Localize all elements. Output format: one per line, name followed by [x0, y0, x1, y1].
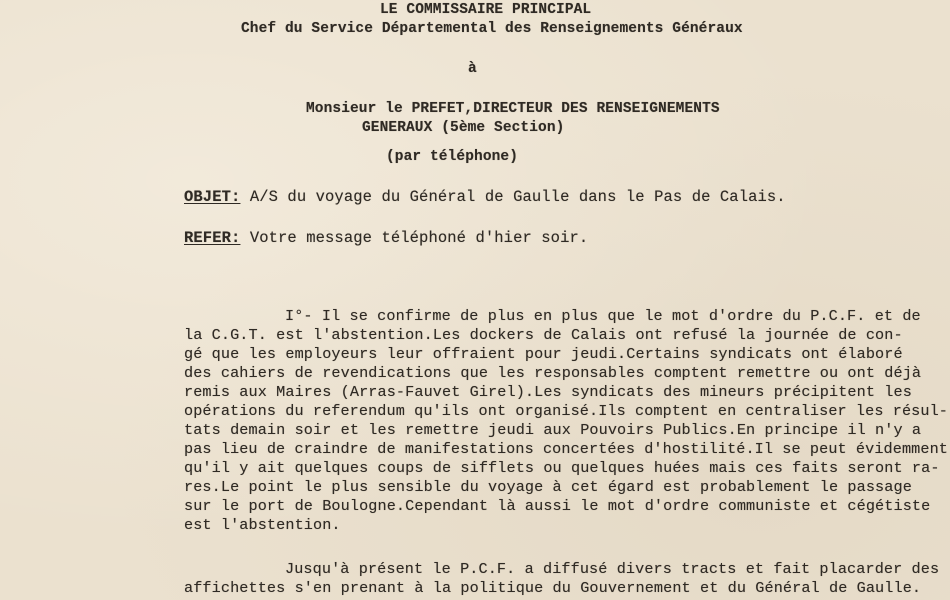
- sender-subtitle: Chef du Service Départemental des Renseignements Généraux: [241, 21, 743, 37]
- transmission-mode: (par téléphone): [386, 149, 519, 165]
- paragraph-line: qu'il y ait quelques coups de sifflets ou quelques huées mais ces faits seront ra-: [184, 459, 940, 477]
- refer-text: Votre message téléphoné d'hier soir.: [240, 229, 589, 247]
- sender-title: LE COMMISSAIRE PRINCIPAL: [380, 2, 592, 18]
- paragraph-line: res.Le point le plus sensible du voyage à cet égard est probablement le passage: [184, 478, 912, 496]
- objet-line: [184, 188, 786, 206]
- paragraph-line: affichettes s'en prenant à la politique du Gouvernement et du Général de Gaulle.: [184, 579, 922, 597]
- paragraph-line: Jusqu'à présent le P.C.F. a diffusé divers tracts et fait placarder des: [285, 560, 940, 578]
- paragraph-line: pas lieu de craindre de manifestations concertées d'hostilité.Il se peut évidemment: [184, 440, 948, 458]
- refer-line: [184, 229, 588, 247]
- recipient-line-2: GENERAUX (5ème Section): [362, 120, 565, 136]
- paragraph-line: gé que les employeurs leur offraient pour jeudi.Certains syndicats ont élaboré: [184, 345, 903, 363]
- paragraph-line: opérations du referendum qu'ils ont organisé.Ils comptent en centraliser les résul-: [184, 402, 948, 420]
- addressed-to: à: [468, 61, 477, 77]
- recipient-line-1: Monsieur le PREFET,DIRECTEUR DES RENSEIGNEMENTS: [306, 101, 720, 117]
- objet-text: A/S du voyage du Général de Gaulle dans le Pas de Calais.: [240, 188, 786, 206]
- paragraph-line: tats demain soir et les remettre jeudi aux Pouvoirs Publics.En principe il n'y a: [184, 421, 922, 439]
- paragraph-line: sur le port de Boulogne.Cependant là aussi le mot d'ordre communiste et cégétiste: [184, 497, 931, 515]
- paragraph-line: est l'abstention.: [184, 516, 341, 534]
- refer-label: REFER:: [184, 229, 241, 247]
- paragraph-line: I°- Il se confirme de plus en plus que le mot d'ordre du P.C.F. et de: [285, 307, 921, 325]
- paragraph-line: remis aux Maires (Arras-Fauvet Girel).Les syndicats des mineurs précipitent les: [184, 383, 912, 401]
- objet-label: OBJET:: [184, 188, 241, 206]
- paragraph-line: la C.G.T. est l'abstention.Les dockers de Calais ont refusé la journée de con-: [184, 326, 903, 344]
- paragraph-line: des cahiers de revendications que les responsables comptent remettre ou ont déjà: [184, 364, 922, 382]
